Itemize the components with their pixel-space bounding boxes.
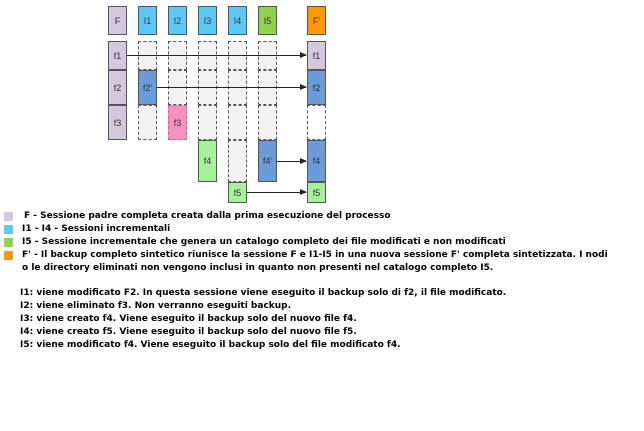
Fprime-f2: f2 <box>307 70 326 105</box>
I3-placeholder <box>198 105 217 140</box>
swatch-icon <box>4 225 13 234</box>
legend-text: F' - Il backup completo sintetico riunisce la sessione F e I1-I5 in una nuova sessione F' completa sintetizzata. I nodi <box>22 250 608 260</box>
note-I1: I1: viene modificato F2. In questa sessione viene eseguito il backup solo di f2, il file modificato. <box>20 288 507 298</box>
session-notes <box>20 287 506 352</box>
swatch-icon <box>4 251 13 260</box>
I3-f4-new: f4 <box>198 140 217 182</box>
header-I5: I5 <box>258 6 277 35</box>
I5-f4-modified: f4' <box>258 140 277 182</box>
Fprime-f3-removed <box>307 105 326 140</box>
header-I1: I1 <box>138 6 157 35</box>
legend-text: F - Sessione padre completa creata dalla prima esecuzione del processo <box>24 211 391 221</box>
I1-f2-modified: f2' <box>138 70 157 105</box>
I1-placeholder <box>138 105 157 140</box>
header-I2: I2 <box>168 6 187 35</box>
note-I5: I5: viene modificato f4. Viene eseguito il backup solo del file modificato f4. <box>20 340 401 350</box>
legend-text-continued: o le directory eliminati non vengono inclusi in quanto non presenti nel catalogo completo I5. <box>22 263 494 273</box>
note-I4: I4: viene creato f5. Viene eseguito il backup solo del nuovo file f5. <box>20 327 357 337</box>
header-I3: I3 <box>198 6 217 35</box>
F-f2: f2 <box>108 70 127 105</box>
I4-placeholder <box>228 140 247 182</box>
Fprime-f4: f4 <box>307 140 326 182</box>
note-I2: I2: viene eliminato f3. Non verranno eseguiti backup. <box>20 301 292 311</box>
legend-text: I5 - Sessione incrementale che genera un catalogo completo dei file modificati e non modificati <box>22 237 506 247</box>
note-I3: I3: viene creato f4. Viene eseguito il backup solo del nuovo file f4. <box>20 314 357 324</box>
I5-placeholder <box>258 105 277 140</box>
synthetic-backup-diagram <box>0 0 644 210</box>
arrow-f5 <box>247 192 306 193</box>
I4-placeholder <box>228 105 247 140</box>
arrow-f2 <box>157 87 306 88</box>
legend-text: I1 - I4 - Sessioni incrementali <box>22 224 171 234</box>
Fprime-f5: f5 <box>307 182 326 203</box>
header-Fprime: F' <box>307 6 326 35</box>
I4-f5-new: f5 <box>228 182 247 203</box>
F-f3: f3 <box>108 105 127 140</box>
Fprime-f1: f1 <box>307 41 326 70</box>
I2-f3-deleted: f3 <box>168 105 187 140</box>
F-f1: f1 <box>108 41 127 70</box>
arrow-f4 <box>277 161 306 162</box>
arrow-f1 <box>127 55 306 56</box>
header-I4: I4 <box>228 6 247 35</box>
swatch-icon <box>4 238 13 247</box>
header-F: F <box>108 6 127 35</box>
swatch-icon <box>4 212 13 221</box>
